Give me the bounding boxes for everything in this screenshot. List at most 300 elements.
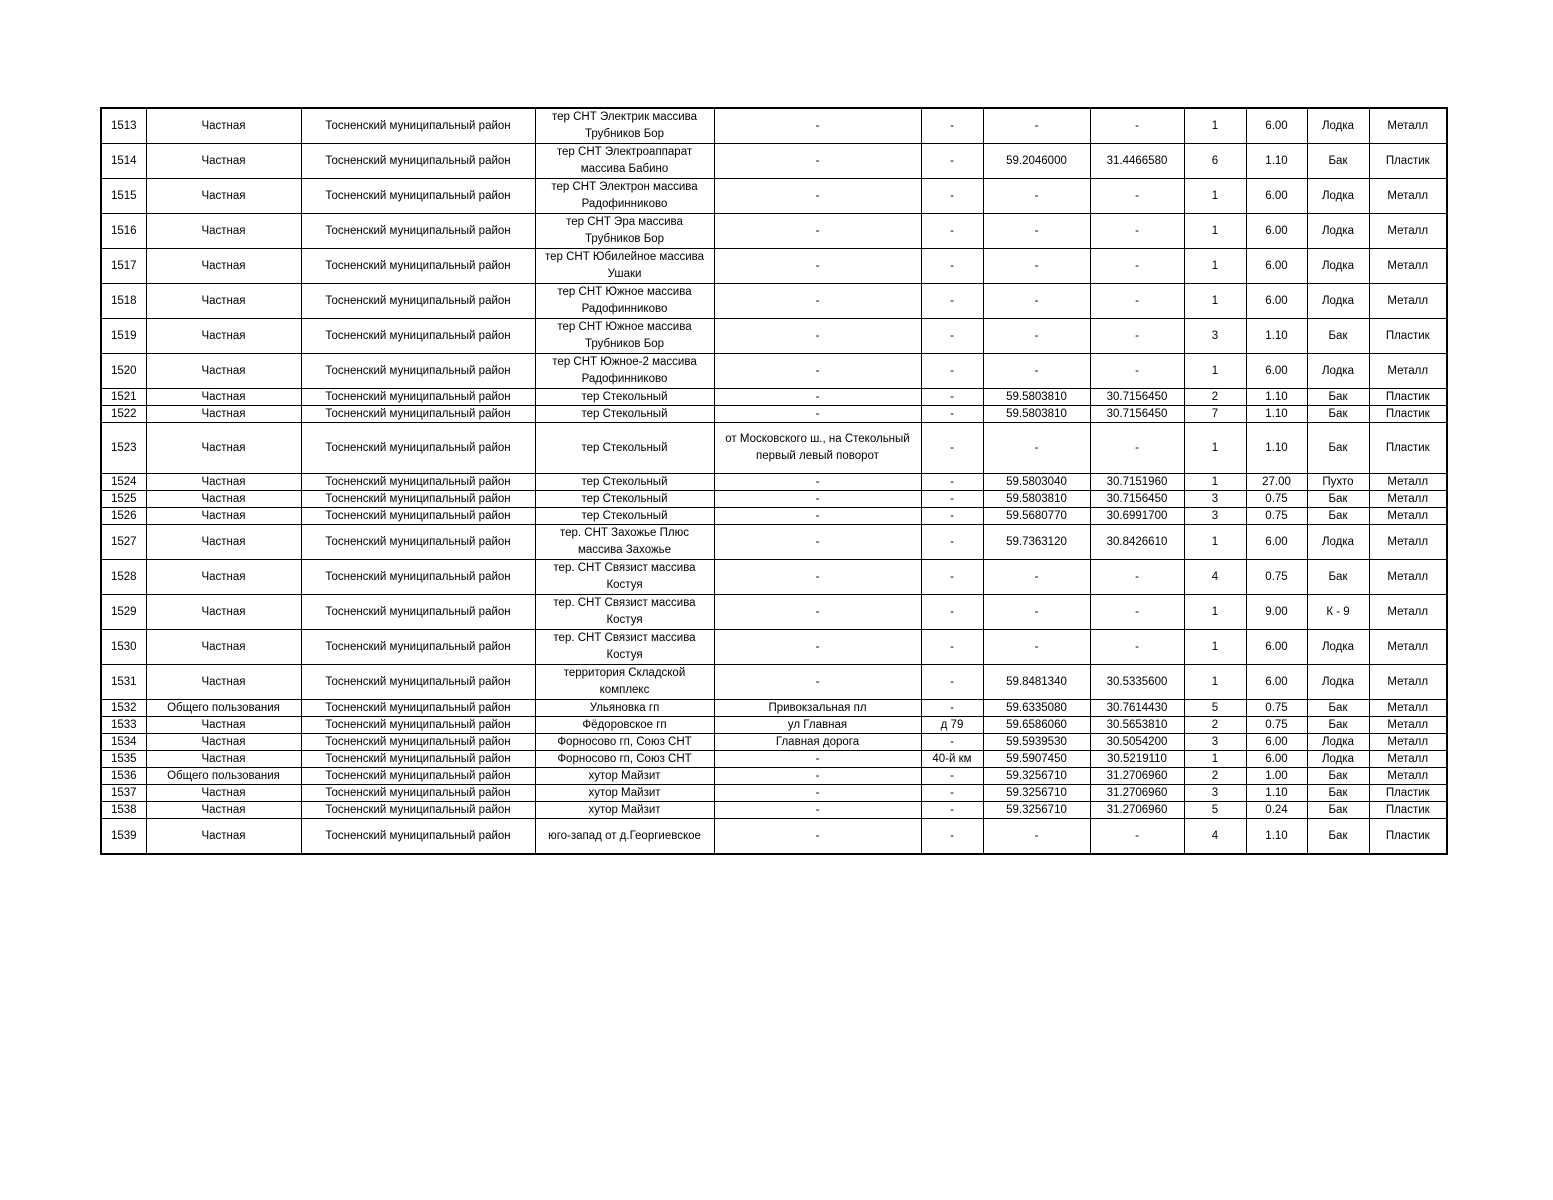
street-cell: - <box>714 406 921 423</box>
locality-cell: территория Складской комплекс <box>535 665 714 700</box>
longitude-cell: - <box>1090 630 1184 665</box>
material-cell: Пластик <box>1369 144 1447 179</box>
table-row <box>101 249 1447 284</box>
longitude-cell: - <box>1090 249 1184 284</box>
longitude-cell: 30.5653810 <box>1090 717 1184 734</box>
container-type-cell: Лодка <box>1307 525 1369 560</box>
container-count-cell: 3 <box>1184 491 1246 508</box>
house-cell: - <box>921 319 983 354</box>
table-row <box>101 284 1447 319</box>
table-row <box>101 665 1447 700</box>
latitude-cell: 59.5803810 <box>983 491 1090 508</box>
locality-cell: тер СНТ Южное массива Радофинниково <box>535 284 714 319</box>
longitude-cell: - <box>1090 108 1184 144</box>
table-row <box>101 214 1447 249</box>
house-cell: - <box>921 214 983 249</box>
usage-type-cell: Частная <box>146 319 301 354</box>
container-type-cell: Бак <box>1307 423 1369 474</box>
district-cell: Тосненский муниципальный район <box>301 423 535 474</box>
district-cell: Тосненский муниципальный район <box>301 717 535 734</box>
material-cell: Пластик <box>1369 423 1447 474</box>
district-cell: Тосненский муниципальный район <box>301 560 535 595</box>
container-type-cell: Лодка <box>1307 249 1369 284</box>
longitude-cell: - <box>1090 319 1184 354</box>
material-cell: Металл <box>1369 717 1447 734</box>
material-cell: Металл <box>1369 179 1447 214</box>
material-cell: Металл <box>1369 665 1447 700</box>
latitude-cell: 59.2046000 <box>983 144 1090 179</box>
house-cell: - <box>921 284 983 319</box>
volume-cell: 1.10 <box>1246 389 1307 406</box>
longitude-cell: 30.5054200 <box>1090 734 1184 751</box>
container-type-cell: Бак <box>1307 389 1369 406</box>
row-number-cell: 1537 <box>101 785 146 802</box>
house-cell: - <box>921 491 983 508</box>
volume-cell: 6.00 <box>1246 284 1307 319</box>
container-type-cell: Лодка <box>1307 108 1369 144</box>
district-cell: Тосненский муниципальный район <box>301 319 535 354</box>
district-cell: Тосненский муниципальный район <box>301 179 535 214</box>
table-row <box>101 700 1447 717</box>
locality-cell: тер СНТ Электрон массива Радофинниково <box>535 179 714 214</box>
district-cell: Тосненский муниципальный район <box>301 144 535 179</box>
table-body <box>101 108 1447 854</box>
street-cell: - <box>714 665 921 700</box>
usage-type-cell: Частная <box>146 406 301 423</box>
longitude-cell: 30.5219110 <box>1090 751 1184 768</box>
container-count-cell: 5 <box>1184 802 1246 819</box>
material-cell: Металл <box>1369 560 1447 595</box>
latitude-cell: 59.5680770 <box>983 508 1090 525</box>
volume-cell: 1.10 <box>1246 819 1307 855</box>
usage-type-cell: Частная <box>146 508 301 525</box>
locality-cell: тер Стекольный <box>535 406 714 423</box>
table-row <box>101 768 1447 785</box>
street-cell: - <box>714 491 921 508</box>
longitude-cell: - <box>1090 595 1184 630</box>
container-type-cell: Лодка <box>1307 665 1369 700</box>
house-cell: - <box>921 249 983 284</box>
container-count-cell: 1 <box>1184 595 1246 630</box>
table-row <box>101 144 1447 179</box>
registry-table <box>100 107 1448 855</box>
locality-cell: хутор Майзит <box>535 785 714 802</box>
house-cell: - <box>921 423 983 474</box>
material-cell: Пластик <box>1369 319 1447 354</box>
row-number-cell: 1539 <box>101 819 146 855</box>
longitude-cell: - <box>1090 354 1184 389</box>
table-row <box>101 406 1447 423</box>
house-cell: - <box>921 802 983 819</box>
house-cell: - <box>921 406 983 423</box>
district-cell: Тосненский муниципальный район <box>301 525 535 560</box>
latitude-cell: - <box>983 595 1090 630</box>
district-cell: Тосненский муниципальный район <box>301 389 535 406</box>
container-count-cell: 1 <box>1184 630 1246 665</box>
district-cell: Тосненский муниципальный район <box>301 665 535 700</box>
row-number-cell: 1526 <box>101 508 146 525</box>
street-cell: - <box>714 389 921 406</box>
latitude-cell: - <box>983 560 1090 595</box>
street-cell: - <box>714 560 921 595</box>
container-type-cell: Бак <box>1307 819 1369 855</box>
container-count-cell: 3 <box>1184 508 1246 525</box>
street-cell: - <box>714 108 921 144</box>
street-cell: - <box>714 319 921 354</box>
row-number-cell: 1520 <box>101 354 146 389</box>
container-type-cell: Бак <box>1307 700 1369 717</box>
volume-cell: 6.00 <box>1246 214 1307 249</box>
material-cell: Пластик <box>1369 406 1447 423</box>
usage-type-cell: Частная <box>146 144 301 179</box>
container-count-cell: 3 <box>1184 319 1246 354</box>
container-type-cell: Бак <box>1307 491 1369 508</box>
material-cell: Металл <box>1369 249 1447 284</box>
street-cell: ул Главная <box>714 717 921 734</box>
usage-type-cell: Частная <box>146 474 301 491</box>
table-row <box>101 423 1447 474</box>
container-count-cell: 1 <box>1184 665 1246 700</box>
usage-type-cell: Частная <box>146 819 301 855</box>
volume-cell: 1.10 <box>1246 319 1307 354</box>
locality-cell: тер СНТ Эра массива Трубников Бор <box>535 214 714 249</box>
latitude-cell: 59.5939530 <box>983 734 1090 751</box>
row-number-cell: 1531 <box>101 665 146 700</box>
usage-type-cell: Частная <box>146 179 301 214</box>
longitude-cell: 30.7614430 <box>1090 700 1184 717</box>
table-row <box>101 491 1447 508</box>
locality-cell: тер СНТ Южное массива Трубников Бор <box>535 319 714 354</box>
container-count-cell: 4 <box>1184 560 1246 595</box>
row-number-cell: 1533 <box>101 717 146 734</box>
usage-type-cell: Частная <box>146 284 301 319</box>
container-type-cell: Бак <box>1307 560 1369 595</box>
table-row <box>101 525 1447 560</box>
table-row <box>101 508 1447 525</box>
latitude-cell: 59.8481340 <box>983 665 1090 700</box>
row-number-cell: 1513 <box>101 108 146 144</box>
house-cell: - <box>921 474 983 491</box>
container-count-cell: 1 <box>1184 179 1246 214</box>
longitude-cell: - <box>1090 214 1184 249</box>
row-number-cell: 1523 <box>101 423 146 474</box>
longitude-cell: 30.6991700 <box>1090 508 1184 525</box>
house-cell: - <box>921 179 983 214</box>
longitude-cell: 30.5335600 <box>1090 665 1184 700</box>
volume-cell: 6.00 <box>1246 354 1307 389</box>
latitude-cell: 59.3256710 <box>983 802 1090 819</box>
material-cell: Металл <box>1369 751 1447 768</box>
table-row <box>101 108 1447 144</box>
locality-cell: тер. СНТ Связист массива Костуя <box>535 560 714 595</box>
material-cell: Пластик <box>1369 802 1447 819</box>
latitude-cell: - <box>983 284 1090 319</box>
material-cell: Металл <box>1369 630 1447 665</box>
locality-cell: тер СНТ Электрик массива Трубников Бор <box>535 108 714 144</box>
street-cell: - <box>714 354 921 389</box>
material-cell: Пластик <box>1369 819 1447 855</box>
usage-type-cell: Частная <box>146 751 301 768</box>
locality-cell: тер Стекольный <box>535 491 714 508</box>
latitude-cell: - <box>983 214 1090 249</box>
district-cell: Тосненский муниципальный район <box>301 474 535 491</box>
street-cell: - <box>714 144 921 179</box>
container-type-cell: Лодка <box>1307 284 1369 319</box>
material-cell: Пластик <box>1369 785 1447 802</box>
house-cell: 40-й км <box>921 751 983 768</box>
latitude-cell: - <box>983 179 1090 214</box>
volume-cell: 1.00 <box>1246 768 1307 785</box>
street-cell: - <box>714 630 921 665</box>
street-cell: - <box>714 785 921 802</box>
container-type-cell: Бак <box>1307 768 1369 785</box>
locality-cell: хутор Майзит <box>535 768 714 785</box>
latitude-cell: 59.5803040 <box>983 474 1090 491</box>
latitude-cell: - <box>983 819 1090 855</box>
volume-cell: 9.00 <box>1246 595 1307 630</box>
table-row <box>101 734 1447 751</box>
row-number-cell: 1518 <box>101 284 146 319</box>
material-cell: Металл <box>1369 108 1447 144</box>
usage-type-cell: Частная <box>146 734 301 751</box>
material-cell: Металл <box>1369 284 1447 319</box>
material-cell: Металл <box>1369 354 1447 389</box>
container-type-cell: К - 9 <box>1307 595 1369 630</box>
house-cell: - <box>921 819 983 855</box>
street-cell: - <box>714 595 921 630</box>
container-count-cell: 6 <box>1184 144 1246 179</box>
table-row <box>101 751 1447 768</box>
container-type-cell: Пухто <box>1307 474 1369 491</box>
volume-cell: 27.00 <box>1246 474 1307 491</box>
material-cell: Металл <box>1369 700 1447 717</box>
district-cell: Тосненский муниципальный район <box>301 802 535 819</box>
volume-cell: 1.10 <box>1246 785 1307 802</box>
usage-type-cell: Частная <box>146 214 301 249</box>
house-cell: - <box>921 700 983 717</box>
table-row <box>101 319 1447 354</box>
container-type-cell: Лодка <box>1307 630 1369 665</box>
latitude-cell: - <box>983 423 1090 474</box>
row-number-cell: 1516 <box>101 214 146 249</box>
row-number-cell: 1534 <box>101 734 146 751</box>
volume-cell: 6.00 <box>1246 751 1307 768</box>
material-cell: Металл <box>1369 508 1447 525</box>
longitude-cell: 30.7151960 <box>1090 474 1184 491</box>
container-count-cell: 2 <box>1184 389 1246 406</box>
locality-cell: юго-запад от д.Георгиевское <box>535 819 714 855</box>
row-number-cell: 1522 <box>101 406 146 423</box>
container-count-cell: 2 <box>1184 768 1246 785</box>
street-cell: - <box>714 214 921 249</box>
container-type-cell: Бак <box>1307 785 1369 802</box>
street-cell: - <box>714 525 921 560</box>
row-number-cell: 1517 <box>101 249 146 284</box>
locality-cell: тер Стекольный <box>535 474 714 491</box>
street-cell: - <box>714 249 921 284</box>
district-cell: Тосненский муниципальный район <box>301 508 535 525</box>
street-cell: - <box>714 768 921 785</box>
row-number-cell: 1515 <box>101 179 146 214</box>
street-cell: от Московского ш., на Стекольный первый левый поворот <box>714 423 921 474</box>
table-row <box>101 354 1447 389</box>
volume-cell: 0.75 <box>1246 560 1307 595</box>
container-count-cell: 1 <box>1184 284 1246 319</box>
latitude-cell: 59.7363120 <box>983 525 1090 560</box>
material-cell: Металл <box>1369 491 1447 508</box>
container-count-cell: 1 <box>1184 214 1246 249</box>
latitude-cell: - <box>983 249 1090 284</box>
street-cell: - <box>714 508 921 525</box>
container-type-cell: Бак <box>1307 717 1369 734</box>
longitude-cell: - <box>1090 179 1184 214</box>
usage-type-cell: Частная <box>146 595 301 630</box>
container-count-cell: 5 <box>1184 700 1246 717</box>
table-row <box>101 802 1447 819</box>
house-cell: д 79 <box>921 717 983 734</box>
usage-type-cell: Общего пользования <box>146 768 301 785</box>
longitude-cell: 31.2706960 <box>1090 785 1184 802</box>
volume-cell: 6.00 <box>1246 108 1307 144</box>
container-type-cell: Лодка <box>1307 214 1369 249</box>
container-type-cell: Бак <box>1307 508 1369 525</box>
material-cell: Металл <box>1369 474 1447 491</box>
container-type-cell: Лодка <box>1307 751 1369 768</box>
volume-cell: 1.10 <box>1246 406 1307 423</box>
row-number-cell: 1524 <box>101 474 146 491</box>
usage-type-cell: Частная <box>146 665 301 700</box>
locality-cell: тер СНТ Южное-2 массива Радофинниково <box>535 354 714 389</box>
district-cell: Тосненский муниципальный район <box>301 406 535 423</box>
locality-cell: хутор Майзит <box>535 802 714 819</box>
container-count-cell: 7 <box>1184 406 1246 423</box>
street-cell: - <box>714 819 921 855</box>
house-cell: - <box>921 525 983 560</box>
row-number-cell: 1519 <box>101 319 146 354</box>
locality-cell: тер Стекольный <box>535 508 714 525</box>
material-cell: Пластик <box>1369 389 1447 406</box>
district-cell: Тосненский муниципальный район <box>301 595 535 630</box>
house-cell: - <box>921 768 983 785</box>
district-cell: Тосненский муниципальный район <box>301 108 535 144</box>
street-cell: - <box>714 179 921 214</box>
district-cell: Тосненский муниципальный район <box>301 768 535 785</box>
row-number-cell: 1521 <box>101 389 146 406</box>
table-row <box>101 630 1447 665</box>
longitude-cell: 31.2706960 <box>1090 802 1184 819</box>
usage-type-cell: Частная <box>146 491 301 508</box>
longitude-cell: 30.7156450 <box>1090 406 1184 423</box>
longitude-cell: - <box>1090 560 1184 595</box>
row-number-cell: 1528 <box>101 560 146 595</box>
usage-type-cell: Частная <box>146 354 301 389</box>
latitude-cell: 59.3256710 <box>983 768 1090 785</box>
district-cell: Тосненский муниципальный район <box>301 785 535 802</box>
volume-cell: 0.75 <box>1246 717 1307 734</box>
container-count-cell: 1 <box>1184 108 1246 144</box>
volume-cell: 0.75 <box>1246 700 1307 717</box>
container-count-cell: 3 <box>1184 734 1246 751</box>
house-cell: - <box>921 354 983 389</box>
longitude-cell: - <box>1090 819 1184 855</box>
latitude-cell: 59.5803810 <box>983 406 1090 423</box>
longitude-cell: 30.8426610 <box>1090 525 1184 560</box>
house-cell: - <box>921 665 983 700</box>
table-row <box>101 179 1447 214</box>
latitude-cell: 59.6335080 <box>983 700 1090 717</box>
row-number-cell: 1532 <box>101 700 146 717</box>
latitude-cell: - <box>983 319 1090 354</box>
locality-cell: тер. СНТ Захожье Плюс массива Захожье <box>535 525 714 560</box>
row-number-cell: 1525 <box>101 491 146 508</box>
row-number-cell: 1530 <box>101 630 146 665</box>
latitude-cell: 59.6586060 <box>983 717 1090 734</box>
usage-type-cell: Частная <box>146 249 301 284</box>
street-cell: - <box>714 751 921 768</box>
row-number-cell: 1535 <box>101 751 146 768</box>
container-count-cell: 1 <box>1184 354 1246 389</box>
volume-cell: 6.00 <box>1246 249 1307 284</box>
usage-type-cell: Частная <box>146 630 301 665</box>
latitude-cell: - <box>983 354 1090 389</box>
street-cell: Главная дорога <box>714 734 921 751</box>
house-cell: - <box>921 508 983 525</box>
house-cell: - <box>921 734 983 751</box>
latitude-cell: - <box>983 108 1090 144</box>
district-cell: Тосненский муниципальный район <box>301 214 535 249</box>
container-type-cell: Бак <box>1307 802 1369 819</box>
volume-cell: 6.00 <box>1246 525 1307 560</box>
material-cell: Металл <box>1369 525 1447 560</box>
locality-cell: Форносово гп, Союз СНТ <box>535 734 714 751</box>
container-type-cell: Бак <box>1307 406 1369 423</box>
container-type-cell: Лодка <box>1307 734 1369 751</box>
locality-cell: Фёдоровское гп <box>535 717 714 734</box>
locality-cell: тер СНТ Электроаппарат массива Бабино <box>535 144 714 179</box>
usage-type-cell: Частная <box>146 423 301 474</box>
volume-cell: 1.10 <box>1246 423 1307 474</box>
district-cell: Тосненский муниципальный район <box>301 734 535 751</box>
house-cell: - <box>921 108 983 144</box>
usage-type-cell: Частная <box>146 525 301 560</box>
locality-cell: тер СНТ Юбилейное массива Ушаки <box>535 249 714 284</box>
table-row <box>101 474 1447 491</box>
row-number-cell: 1527 <box>101 525 146 560</box>
usage-type-cell: Частная <box>146 108 301 144</box>
material-cell: Металл <box>1369 214 1447 249</box>
volume-cell: 0.24 <box>1246 802 1307 819</box>
locality-cell: тер. СНТ Связист массива Костуя <box>535 630 714 665</box>
table-row <box>101 389 1447 406</box>
usage-type-cell: Частная <box>146 785 301 802</box>
longitude-cell: 31.4466580 <box>1090 144 1184 179</box>
row-number-cell: 1514 <box>101 144 146 179</box>
container-count-cell: 3 <box>1184 785 1246 802</box>
house-cell: - <box>921 560 983 595</box>
table-row <box>101 785 1447 802</box>
street-cell: - <box>714 284 921 319</box>
longitude-cell: - <box>1090 423 1184 474</box>
usage-type-cell: Общего пользования <box>146 700 301 717</box>
usage-type-cell: Частная <box>146 802 301 819</box>
volume-cell: 0.75 <box>1246 508 1307 525</box>
longitude-cell: 30.7156450 <box>1090 491 1184 508</box>
longitude-cell: 30.7156450 <box>1090 389 1184 406</box>
volume-cell: 0.75 <box>1246 491 1307 508</box>
district-cell: Тосненский муниципальный район <box>301 354 535 389</box>
container-count-cell: 1 <box>1184 423 1246 474</box>
table-row <box>101 819 1447 855</box>
